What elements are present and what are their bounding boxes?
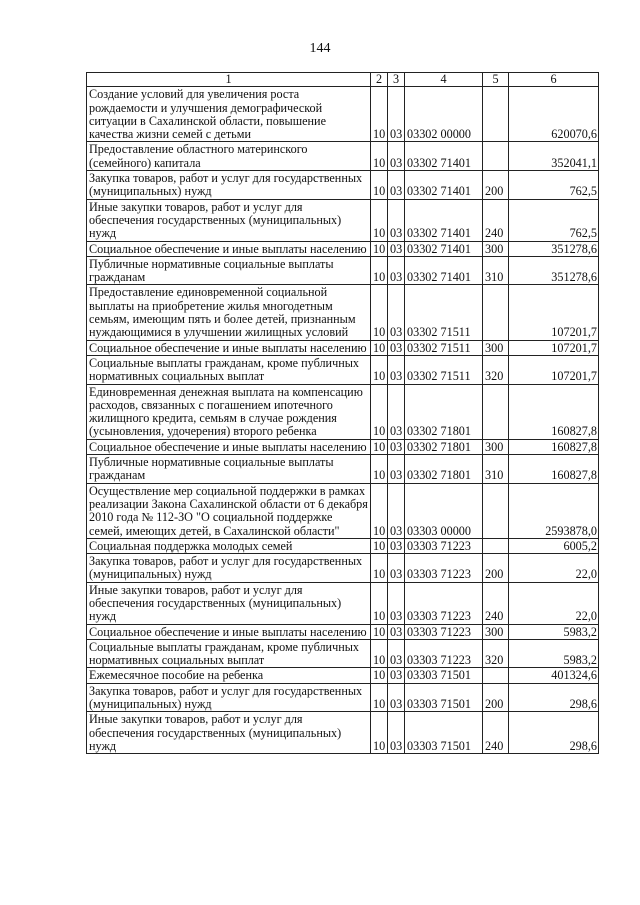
row-amount-cell: 352041,1 — [509, 142, 599, 171]
table-row — [87, 538, 599, 553]
table-row — [87, 241, 599, 256]
row-section-cell: 10 — [371, 384, 388, 439]
row-code-cell: 03302 71401 — [405, 199, 483, 241]
table-row — [87, 171, 599, 200]
row-subsection-cell: 03 — [388, 538, 405, 553]
row-subsection-cell: 03 — [388, 355, 405, 384]
row-subsection-cell: 03 — [388, 582, 405, 624]
row-amount-cell: 2593878,0 — [509, 483, 599, 538]
row-name-cell: Закупка товаров, работ и услуг для государственных (муниципальных) нужд — [87, 171, 371, 200]
row-amount-cell: 298,6 — [509, 683, 599, 712]
row-expense-type-cell: 240 — [483, 712, 509, 754]
row-amount-cell: 401324,6 — [509, 668, 599, 683]
row-expense-type-cell: 300 — [483, 340, 509, 355]
row-subsection-cell: 03 — [388, 199, 405, 241]
row-code-cell: 03303 71223 — [405, 538, 483, 553]
row-subsection-cell: 03 — [388, 483, 405, 538]
row-expense-type-cell: 300 — [483, 241, 509, 256]
row-name-cell: Предоставление единовременной социальной выплаты на приобретение жилья многодетным семьям, имеющим пять и более детей, признанным нуждающимися в улучшении жилищных условий — [87, 285, 371, 340]
header-col-4: 4 — [405, 73, 483, 87]
row-expense-type-cell: 200 — [483, 554, 509, 583]
header-col-5: 5 — [483, 73, 509, 87]
row-subsection-cell: 03 — [388, 142, 405, 171]
row-expense-type-cell — [483, 285, 509, 340]
row-section-cell: 10 — [371, 582, 388, 624]
row-section-cell: 10 — [371, 554, 388, 583]
row-amount-cell: 160827,8 — [509, 455, 599, 484]
row-expense-type-cell: 240 — [483, 582, 509, 624]
table-row — [87, 87, 599, 142]
row-code-cell: 03303 71501 — [405, 712, 483, 754]
row-name-cell: Социальное обеспечение и иные выплаты населению — [87, 439, 371, 454]
row-expense-type-cell: 310 — [483, 256, 509, 285]
row-name-cell: Иные закупки товаров, работ и услуг для обеспечения государственных (муниципальных) нужд — [87, 712, 371, 754]
row-section-cell: 10 — [371, 171, 388, 200]
table-row — [87, 712, 599, 754]
row-amount-cell: 620070,6 — [509, 87, 599, 142]
row-expense-type-cell — [483, 87, 509, 142]
page-number: 144 — [309, 41, 331, 56]
row-name-cell: Социальные выплаты гражданам, кроме публичных нормативных социальных выплат — [87, 355, 371, 384]
row-amount-cell: 6005,2 — [509, 538, 599, 553]
row-section-cell: 10 — [371, 538, 388, 553]
row-amount-cell: 298,6 — [509, 712, 599, 754]
row-code-cell: 03302 71401 — [405, 256, 483, 285]
header-col-1: 1 — [87, 73, 371, 87]
table-row — [87, 624, 599, 639]
row-section-cell: 10 — [371, 87, 388, 142]
row-subsection-cell: 03 — [388, 285, 405, 340]
row-amount-cell: 107201,7 — [509, 355, 599, 384]
row-name-cell: Публичные нормативные социальные выплаты гражданам — [87, 455, 371, 484]
row-name-cell: Публичные нормативные социальные выплаты гражданам — [87, 256, 371, 285]
row-code-cell: 03303 71223 — [405, 554, 483, 583]
row-section-cell: 10 — [371, 624, 388, 639]
row-subsection-cell: 03 — [388, 712, 405, 754]
table-row — [87, 199, 599, 241]
row-amount-cell: 762,5 — [509, 199, 599, 241]
row-amount-cell: 22,0 — [509, 582, 599, 624]
row-subsection-cell: 03 — [388, 87, 405, 142]
row-subsection-cell: 03 — [388, 554, 405, 583]
header-col-3: 3 — [388, 73, 405, 87]
row-code-cell: 03303 71223 — [405, 582, 483, 624]
row-name-cell: Социальное обеспечение и иные выплаты населению — [87, 624, 371, 639]
row-amount-cell: 160827,8 — [509, 384, 599, 439]
row-name-cell: Социальные выплаты гражданам, кроме публичных нормативных социальных выплат — [87, 639, 371, 668]
row-subsection-cell: 03 — [388, 241, 405, 256]
table-row — [87, 256, 599, 285]
row-code-cell: 03302 71401 — [405, 171, 483, 200]
row-expense-type-cell: 300 — [483, 439, 509, 454]
row-expense-type-cell: 200 — [483, 171, 509, 200]
row-expense-type-cell: 320 — [483, 355, 509, 384]
table-row — [87, 285, 599, 340]
row-section-cell: 10 — [371, 199, 388, 241]
row-subsection-cell: 03 — [388, 171, 405, 200]
row-name-cell: Предоставление областного материнского (семейного) капитала — [87, 142, 371, 171]
row-code-cell: 03302 71401 — [405, 241, 483, 256]
row-amount-cell: 762,5 — [509, 171, 599, 200]
row-code-cell: 03302 71511 — [405, 340, 483, 355]
row-section-cell: 10 — [371, 483, 388, 538]
table-row — [87, 355, 599, 384]
row-subsection-cell: 03 — [388, 639, 405, 668]
row-expense-type-cell: 300 — [483, 624, 509, 639]
row-amount-cell: 351278,6 — [509, 241, 599, 256]
row-name-cell: Ежемесячное пособие на ребенка — [87, 668, 371, 683]
row-subsection-cell: 03 — [388, 340, 405, 355]
table-row — [87, 439, 599, 454]
row-name-cell: Осуществление мер социальной поддержки в рамках реализации Закона Сахалинской области от 6 декабря 2010 года № 112-ЗО "О социальной поддержке семей, имеющих детей, в Сахалинской области" — [87, 483, 371, 538]
row-section-cell: 10 — [371, 455, 388, 484]
row-subsection-cell: 03 — [388, 256, 405, 285]
row-subsection-cell: 03 — [388, 683, 405, 712]
header-col-2: 2 — [371, 73, 388, 87]
row-subsection-cell: 03 — [388, 624, 405, 639]
table-body — [87, 87, 599, 754]
row-name-cell: Создание условий для увеличения роста рождаемости и улучшения демографической ситуации в Сахалинской области, повышение качества жизни семей с детьми — [87, 87, 371, 142]
row-code-cell: 03303 71223 — [405, 624, 483, 639]
row-expense-type-cell: 200 — [483, 683, 509, 712]
row-expense-type-cell — [483, 384, 509, 439]
row-amount-cell: 22,0 — [509, 554, 599, 583]
row-code-cell: 03303 71223 — [405, 639, 483, 668]
row-amount-cell: 5983,2 — [509, 624, 599, 639]
row-subsection-cell: 03 — [388, 439, 405, 454]
table-row — [87, 455, 599, 484]
row-name-cell: Иные закупки товаров, работ и услуг для обеспечения государственных (муниципальных) нужд — [87, 582, 371, 624]
table-row — [87, 668, 599, 683]
row-expense-type-cell: 310 — [483, 455, 509, 484]
table-row — [87, 683, 599, 712]
row-code-cell: 03302 71801 — [405, 384, 483, 439]
row-section-cell: 10 — [371, 668, 388, 683]
row-section-cell: 10 — [371, 256, 388, 285]
row-name-cell: Социальное обеспечение и иные выплаты населению — [87, 340, 371, 355]
row-name-cell: Социальная поддержка молодых семей — [87, 538, 371, 553]
row-section-cell: 10 — [371, 142, 388, 171]
row-section-cell: 10 — [371, 683, 388, 712]
row-section-cell: 10 — [371, 439, 388, 454]
row-code-cell: 03302 71401 — [405, 142, 483, 171]
row-amount-cell: 351278,6 — [509, 256, 599, 285]
row-name-cell: Закупка товаров, работ и услуг для государственных (муниципальных) нужд — [87, 683, 371, 712]
table-row — [87, 142, 599, 171]
row-section-cell: 10 — [371, 355, 388, 384]
row-section-cell: 10 — [371, 241, 388, 256]
row-expense-type-cell: 320 — [483, 639, 509, 668]
row-code-cell: 03302 71511 — [405, 285, 483, 340]
row-code-cell: 03303 71501 — [405, 683, 483, 712]
table-row — [87, 340, 599, 355]
row-expense-type-cell — [483, 538, 509, 553]
row-section-cell: 10 — [371, 285, 388, 340]
row-amount-cell: 107201,7 — [509, 285, 599, 340]
row-expense-type-cell — [483, 483, 509, 538]
budget-table — [86, 72, 599, 754]
row-subsection-cell: 03 — [388, 455, 405, 484]
row-name-cell: Социальное обеспечение и иные выплаты населению — [87, 241, 371, 256]
table-row — [87, 639, 599, 668]
row-code-cell: 03302 71801 — [405, 455, 483, 484]
row-code-cell: 03302 00000 — [405, 87, 483, 142]
row-subsection-cell: 03 — [388, 668, 405, 683]
row-expense-type-cell — [483, 142, 509, 171]
row-subsection-cell: 03 — [388, 384, 405, 439]
row-section-cell: 10 — [371, 712, 388, 754]
row-name-cell: Единовременная денежная выплата на компенсацию расходов, связанных с погашением ипотечного жилищного кредита, семьям в случае рождения (усыновления, удочерения) второго ребенка — [87, 384, 371, 439]
row-amount-cell: 107201,7 — [509, 340, 599, 355]
table-row — [87, 582, 599, 624]
row-name-cell: Иные закупки товаров, работ и услуг для обеспечения государственных (муниципальных) нужд — [87, 199, 371, 241]
header-col-6: 6 — [509, 73, 599, 87]
row-code-cell: 03302 71511 — [405, 355, 483, 384]
row-expense-type-cell: 240 — [483, 199, 509, 241]
row-name-cell: Закупка товаров, работ и услуг для государственных (муниципальных) нужд — [87, 554, 371, 583]
table-row — [87, 483, 599, 538]
table-row — [87, 384, 599, 439]
row-section-cell: 10 — [371, 639, 388, 668]
table-row — [87, 554, 599, 583]
row-code-cell: 03303 00000 — [405, 483, 483, 538]
row-expense-type-cell — [483, 668, 509, 683]
header-row — [87, 73, 599, 87]
row-code-cell: 03303 71501 — [405, 668, 483, 683]
row-amount-cell: 160827,8 — [509, 439, 599, 454]
row-code-cell: 03302 71801 — [405, 439, 483, 454]
row-amount-cell: 5983,2 — [509, 639, 599, 668]
row-section-cell: 10 — [371, 340, 388, 355]
